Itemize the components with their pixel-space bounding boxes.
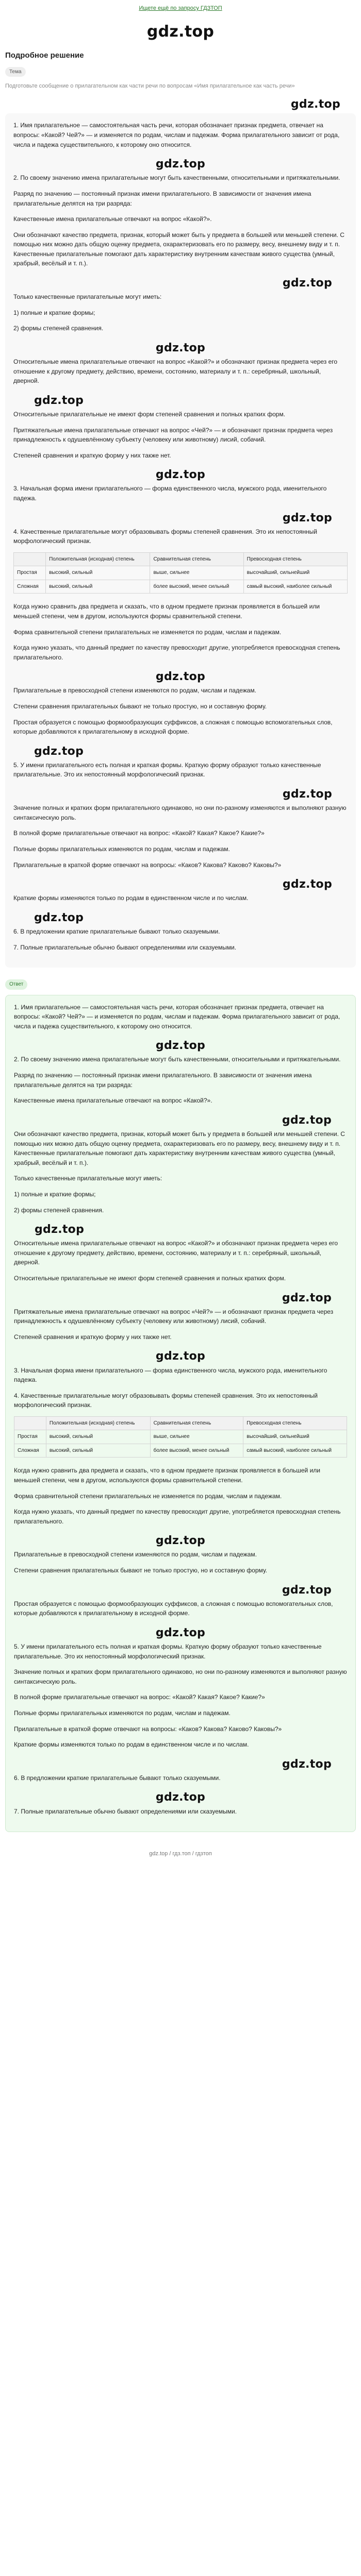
table-row [14,566,348,580]
table-cell: Сложная [14,580,46,594]
table-header-cell: Положительная (исходная) степень [46,552,150,566]
answer-paragraph: Когда нужно сравнить два предмета и сказать, что в одном предмете признак проявляется в большей или меньшей степени, чем в другом, используются формы сравнительной степени. [14,1467,320,1484]
table-header-cell [14,1416,46,1430]
answer-paragraph: Простая образуется с помощью формообразующих суффиксов, а сложная с помощью вспомогательных слов, которые добавляются к прилагательному в исходной форме. [14,1600,333,1617]
table-cell: Простая [14,566,46,580]
brand-watermark: gdz.top [155,341,206,354]
brand-watermark: gdz.top [34,911,84,924]
answer-paragraph: Относительные прилагательные не имеют форм степеней сравнения и полных кратких форм. [14,1274,286,1282]
brand-watermark: gdz.top [290,98,340,111]
answer-card [5,995,356,1833]
answer-paragraph: 4. Качественные прилагательные могут образовывать формы степеней сравнения. Это их непостоянный морфологический признак. [14,1392,318,1409]
answer-paragraph: Когда нужно указать, что данный предмет по качеству превосходит другие, употребляется превосходная степень прилагательного. [14,1508,341,1525]
brand-watermark: gdz.top [155,1626,206,1639]
answer-paragraph: Форма сравнительной степени прилагательных не изменяется по родам, числам и падежам. [14,1492,282,1500]
page-heading: Подробное решение [5,50,84,60]
solution-paragraph: 1. Имя прилагательное — самостоятельная часть речи, которая обозначает признак предмета, отвечает на вопросы: «Какой? Чей?» — и изменяется по родам, числам и падежам. Форма прилагательного зависит от рода, числа и падежа существительного, к которому оно относится. [13,122,340,148]
brand-watermark: gdz.top [34,394,84,407]
table-row [14,1444,347,1458]
answer-paragraph: Краткие формы изменяются только по родам в единственном числе и по числам. [14,1741,249,1749]
table-header-cell: Превосходная степень [243,552,347,566]
brand-watermark: gdz.top [282,788,332,801]
answer-paragraph: Значение полных и кратких форм прилагательного одинаково, но они по-разному изменяются и выполняют разную синтаксическую роль. [14,1668,347,1685]
solution-paragraph: 6. В предложении краткие прилагательные бывают только сказуемыми. [13,927,220,935]
solution-paragraph: Притяжательные имена прилагательные отвечают на вопрос «Чей?» — и обозначают признак предмета через принадлежность к одушевлённому субъекту (человеку или животному) лисий, собачий. [13,426,333,444]
table-header-cell: Сравнительная степень [150,552,243,566]
answer-paragraph: Качественные имена прилагательные отвечают на вопрос «Какой?». [14,1097,212,1105]
table-cell: более высокий, менее сильный [150,1444,243,1458]
footer-brand-line: gdz.top / гдз.топ / гдзтоп [149,1851,212,1857]
answer-paragraph: 2. По своему значению имена прилагательные могут быть качественными, относительными и притяжательными. [14,1056,341,1063]
solution-paragraph: 4. Качественные прилагательные могут образовывать формы степеней сравнения. Это их непостоянный морфологический признак. [13,528,317,545]
brand-watermark: gdz.top [155,158,206,171]
solution-paragraph: 2) формы степеней сравнения. [13,325,104,332]
table-cell: высокий, сильный [46,566,150,580]
answer-paragraph: 7. Полные прилагательные обычно бывают определениями или сказуемыми. [14,1807,237,1815]
solution-paragraph: Разряд по значению — постоянный признак имени прилагательного. В зависимости от значения имена прилагательные делятся на три разряда: [13,190,311,207]
intro-text: Подготовьте сообщение о прилагательном как части речи по вопросам «Имя прилагательное как часть речи» [5,83,295,90]
brand-watermark: gdz.top [155,468,206,482]
solution-paragraph: 5. У имени прилагательного есть полная и краткая формы. Краткую форму образуют только качественные прилагательные. Это их непостоянный морфологический признак. [13,761,321,778]
brand-watermark: gdz.top [146,23,215,41]
table-header-cell: Сравнительная степень [150,1416,243,1430]
answer-paragraph: Только качественные прилагательные могут иметь: [14,1175,162,1182]
solution-paragraph: 2. По своему значению имена прилагательные могут быть качественными, относительными и притяжательными. [13,174,340,182]
brand-watermark: gdz.top [155,1534,206,1548]
table-cell: Простая [14,1430,46,1444]
answer-paragraph: Степени сравнения прилагательных бывают не только простую, но и составную форму. [14,1567,268,1574]
solution-paragraph: Относительные прилагательные не имеют форм степеней сравнения и полных кратких форм. [13,410,286,418]
answer-paragraph: В полной форме прилагательные отвечают на вопрос: «Какой? Какая? Какое? Какие?» [14,1693,265,1701]
answer-tag: Ответ [5,979,27,990]
solution-paragraph: Относительные имена прилагательные отвечают на вопрос «Какой?» и обозначают признак предмета через его отношение к другому предмету, действию, времени, состоянию, материалу и т. п.: серебряный, школьный, дверной. [13,358,338,385]
table-cell: самый высокий, наиболее сильный [243,580,347,594]
solution-paragraph: В полной форме прилагательные отвечают на вопрос: «Какой? Какая? Какое? Какие?» [13,829,265,837]
solution-paragraph: Степени сравнения прилагательных бывают не только простую, но и составную форму. [13,703,267,710]
answer-paragraph: Разряд по значению — постоянный признак имени прилагательного. В зависимости от значения имена прилагательные делятся на три разряда: [14,1072,312,1089]
brand-watermark: gdz.top [282,878,332,891]
table-row [14,1430,347,1444]
answer-paragraph: Притяжательные имена прилагательные отвечают на вопрос «Чей?» — и обозначают признак предмета через принадлежность к одушевлённому субъекту (человеку или животному) лисий, собачий. [14,1308,334,1325]
brand-watermark: gdz.top [155,670,206,684]
comparison-degrees-table [13,552,348,594]
table-header-cell: Положительная (исходная) степень [46,1416,150,1430]
solution-paragraph: Простая образуется с помощью формообразующих суффиксов, а сложная с помощью вспомогательных слов, которые добавляются к прилагательному в исходной форме. [13,718,333,736]
answer-paragraph: 1) полные и краткие формы; [14,1190,96,1198]
solution-paragraph: Когда нужно указать, что данный предмет по качеству превосходит другие, употребляется превосходная степень прилагательного. [13,644,340,661]
solution-card [5,113,356,968]
table-cell: выше, сильнее [150,1430,243,1444]
solution-paragraph: Качественные имена прилагательные отвечают на вопрос «Какой?». [13,215,212,223]
solution-paragraph: 1) полные и краткие формы; [13,309,95,316]
answer-paragraph: 2) формы степеней сравнения. [14,1206,104,1214]
table-cell: самый высокий, наиболее сильный [243,1444,347,1458]
theory-tag: Тема [5,67,26,77]
brand-watermark: gdz.top [155,1791,206,1804]
table-header-row [14,1416,347,1430]
table-header-cell [14,552,46,566]
brand-watermark: gdz.top [282,1291,332,1304]
answer-paragraph: 1. Имя прилагательное — самостоятельная часть речи, которая обозначает признак предмета, отвечает на вопросы: «Какой? Чей?» — и изменяется по родам, числам и падежам. Форма прилагательного зависит от рода, числа и падежа существительного, к которому оно относится. [14,1003,340,1030]
table-cell: высочайший, сильнейший [243,1430,347,1444]
brand-watermark: gdz.top [282,1757,332,1771]
solution-paragraph: Прилагательные в превосходной степени изменяются по родам, числам и падежам. [13,687,256,694]
brand-watermark: gdz.top [282,277,332,290]
top-search-link[interactable]: Ищете ещё по запросу ГДЗТОП [139,5,222,11]
brand-watermark: gdz.top [282,1583,332,1597]
solution-paragraph: Когда нужно сравнить два предмета и сказать, что в одном предмете признак проявляется в большей или меньшей степени, чем в другом, используются формы сравнительной степени. [13,603,320,620]
solution-paragraph: Только качественные прилагательные могут иметь: [13,293,162,301]
answer-paragraph: 5. У имени прилагательного есть полная и краткая формы. Краткую форму образуют только качественные прилагательные. Это их непостоянный морфологический признак. [14,1643,322,1660]
answer-paragraph: Прилагательные в краткой форме отвечают на вопросы: «Каков? Какова? Каково? Каковы?» [14,1725,282,1733]
table-cell: более высокий, менее сильный [150,580,243,594]
answer-paragraph: Прилагательные в превосходной степени изменяются по родам, числам и падежам. [14,1551,257,1558]
table-cell: высокий, сильный [46,1430,150,1444]
solution-paragraph: Полные формы прилагательных изменяются по родам, числам и падежам. [13,845,230,853]
table-header-row [14,552,348,566]
brand-watermark: gdz.top [155,1350,206,1363]
comparison-degrees-table [14,1416,347,1458]
solution-paragraph: Степеней сравнения и краткую форму у них также нет. [13,451,171,459]
solution-paragraph: Форма сравнительной степени прилагательных не изменяется по родам, числам и падежам. [13,628,282,636]
answer-paragraph: 6. В предложении краткие прилагательные бывают только сказуемыми. [14,1774,221,1782]
solution-paragraph: Краткие формы изменяются только по родам в единственном числе и по числам. [13,894,249,902]
brand-watermark: gdz.top [282,1113,332,1127]
answer-paragraph: Они обозначают качество предмета, признак, который может быть у предмета в большей или меньшей степени. С помощью них можно дать общую оценку предмета, охарактеризовать его по размеру, весу, внешнему виду и т. п. Качественные прилагательные помогают дать характеристику внутренним качествам живого существа (умный, храбрый, весёлый и т. п.). [14,1130,345,1166]
table-cell: высочайший, сильнейший [243,566,347,580]
table-cell: высокий, сильный [46,580,150,594]
table-cell: Сложная [14,1444,46,1458]
brand-watermark: gdz.top [282,511,332,524]
table-cell: высокий, сильный [46,1444,150,1458]
brand-watermark: gdz.top [155,1039,206,1053]
table-header-cell: Превосходная степень [243,1416,347,1430]
table-row [14,580,348,594]
top-search-link-line [5,4,356,13]
answer-paragraph: Относительные имена прилагательные отвечают на вопрос «Какой?» и обозначают признак предмета через его отношение к другому предмету, действию, времени, состоянию, материалу и т. п.: серебряный, школьный, дверной. [14,1240,338,1266]
answer-paragraph: Полные формы прилагательных изменяются по родам, числам и падежам. [14,1709,231,1717]
solution-paragraph: Прилагательные в краткой форме отвечают на вопросы: «Каков? Какова? Каково? Каковы?» [13,861,282,869]
brand-watermark: gdz.top [35,1223,85,1236]
solution-paragraph: 3. Начальная форма имени прилагательного — форма единственного числа, мужского рода, именительного падежа. [13,485,327,502]
brand-watermark: gdz.top [34,744,84,758]
solution-paragraph: 7. Полные прилагательные обычно бывают определениями или сказуемыми. [13,943,237,951]
solution-paragraph: Значение полных и кратких форм прилагательного одинаково, но они по-разному изменяются и выполняют разную синтаксическую роль. [13,804,347,821]
table-cell: выше, сильнее [150,566,243,580]
solution-paragraph: Они обозначают качество предмета, признак, который может быть у предмета в большей или меньшей степени. С помощью них можно дать общую оценку предмета, охарактеризовать его по размеру, весу, внешнему виду и т. п. Качественные прилагательные помогают дать характеристику внутренним качествам живого существа (умный, храбрый, весёлый и т. п.). [13,231,344,267]
answer-paragraph: Степеней сравнения и краткую форму у них также нет. [14,1333,172,1341]
answer-paragraph: 3. Начальная форма имени прилагательного — форма единственного числа, мужского рода, именительного падежа. [14,1366,327,1384]
